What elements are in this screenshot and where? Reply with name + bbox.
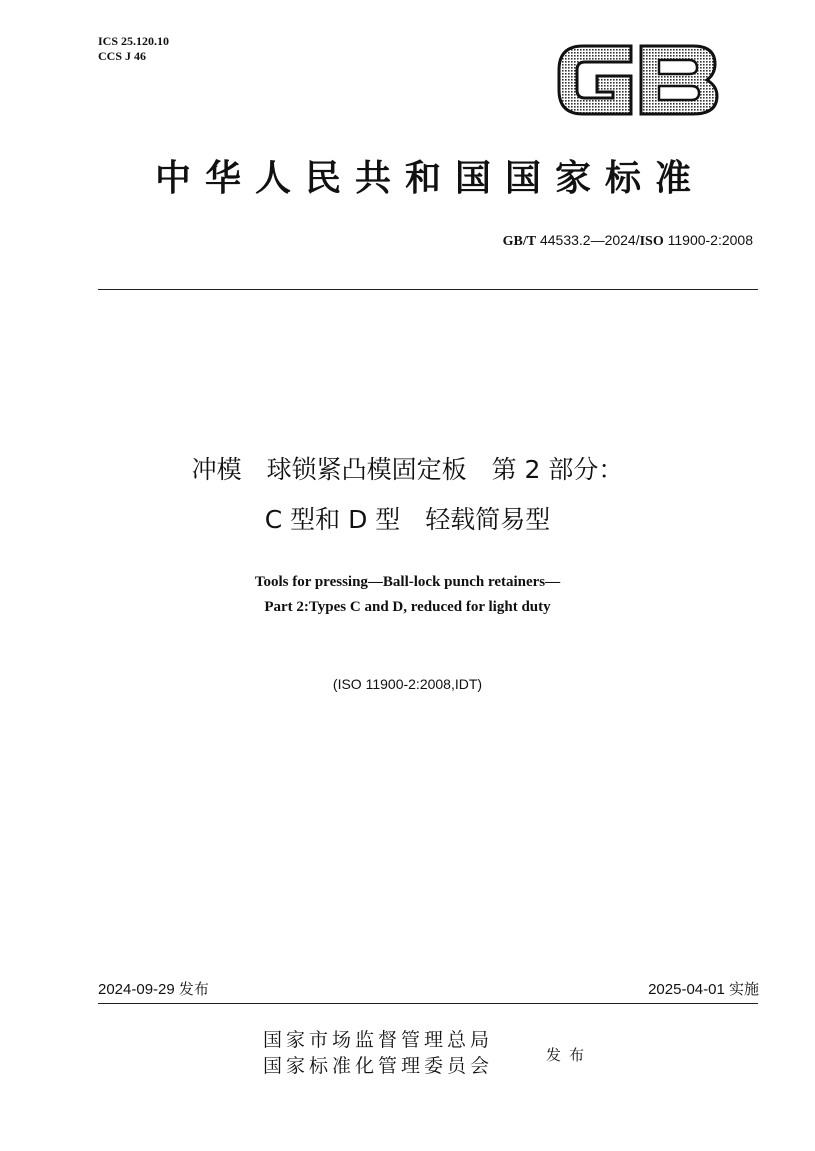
footer-divider [98,1003,758,1004]
standard-prefix: GB/T [502,234,537,249]
classification-codes [98,34,169,64]
standard-number-value: 44533.2—2024/ [539,232,640,248]
national-standard-heading: 中华人民共和国国家标准 [154,158,705,199]
iso-prefix: ISO [639,234,664,249]
header-divider [98,289,758,290]
logo-text: GB [553,40,555,41]
ics-code: ICS 25.120.10 [98,34,170,48]
chinese-title-line2: C 型和 D 型 轻载简易型 [264,505,551,534]
issuer-samr: 国家市场监督管理总局 [263,1029,494,1051]
ccs-code: CCS J 46 [98,49,147,63]
issuer-sac: 国家标准化管理委员会 [263,1055,494,1077]
chinese-title-line1: 冲模 球锁紧凸模固定板 第 2 部分： [191,455,624,484]
standard-number [503,232,753,250]
iso-number-value: 11900-2:2008 [667,232,753,248]
publish-label: 发布 [546,1046,593,1064]
iso-equivalence: (ISO 11900-2:2008,IDT) [332,676,483,692]
implement-date: 2025-04-01 实施 [648,981,759,998]
gb-logo-icon [553,40,721,120]
english-title-line1: Tools for pressing—Ball-lock punch retainers— [254,574,561,590]
publish-date: 2024-09-29 发布 [98,981,209,998]
english-title-line2: Part 2:Types C and D, reduced for light duty [264,599,551,615]
